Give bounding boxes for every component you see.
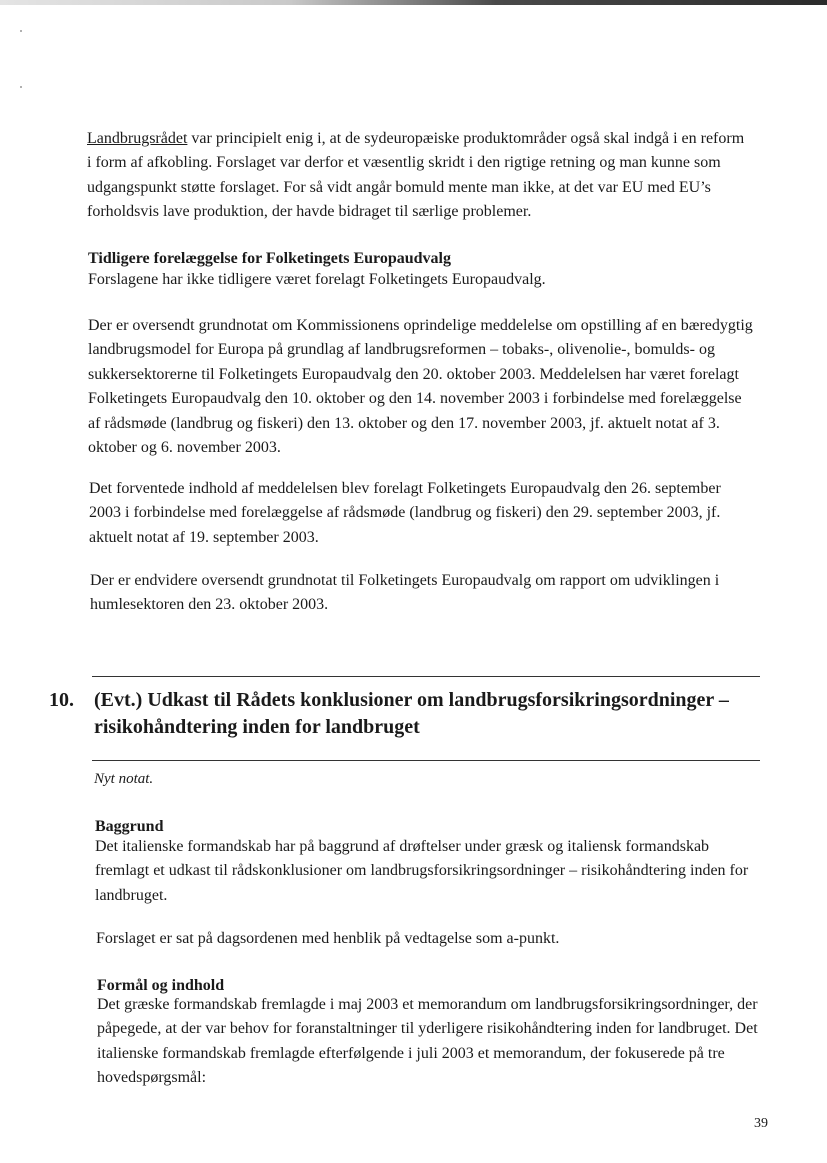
paragraph-forslag: Forslaget er sat på dagsordenen med henblik på vedtagelse som a-punkt. xyxy=(96,930,560,947)
scan-speck xyxy=(20,30,22,32)
section-rule-top xyxy=(92,676,760,677)
scan-edge xyxy=(0,0,827,5)
paragraph-prior-submission: Forslagene har ikke tidligere været forelagt Folketingets Europaudvalg. xyxy=(88,271,546,288)
paragraph-text: var principielt enig i, at de sydeuropæiske produktområder også skal indgå i en reform i form af afkobling. Forslaget var derfor et væsentlig skridt i den rigtige retning og man kunne som udgangspunkt støtte forslaget. For så vidt angår bomuld mente man ikke, at det var EU med EU’s forholdsvis lave produktion, der havde bidraget til særlige problemer. xyxy=(87,130,745,221)
section-rule-bottom xyxy=(92,760,760,761)
note-label: Nyt notat. xyxy=(94,771,154,787)
page-number: 39 xyxy=(754,1116,768,1131)
paragraph-baggrund: Det italienske formandskab har på baggrund af drøftelser under græsk og italiensk formandskab fremlagt et udkast til rådskonklusioner om landbrugsforsikringsordninger – risikohåndtering inden for landbruget. xyxy=(95,838,749,904)
scan-speck xyxy=(20,86,22,88)
heading-prior-submission: Tidligere forelæggelse for Folketingets Europaudvalg xyxy=(88,250,451,267)
section-title: (Evt.) Udkast til Rådets konklusioner om landbrugsforsikringsordninger – risikohåndtering inden for landbruget xyxy=(94,689,729,738)
paragraph-formaal: Det græske formandskab fremlagde i maj 2003 et memorandum om landbrugsforsikringsordninger, der påpegede, at der var behov for foranstaltninger til yderligere risikohåndtering inden for landbruget. Det italienske formandskab fremlagde efterfølgende i juli 2003 et memorandum, der fokuserede på tre hovedspørgsmål: xyxy=(97,996,758,1087)
paragraph-humlesektoren: Der er endvidere oversendt grundnotat til Folketingets Europaudvalg om rapport om udviklingen i humlesektoren den 23. oktober 2003. xyxy=(90,572,720,614)
paragraph-expected-content: Det forventede indhold af meddelelsen blev forelagt Folketingets Europaudvalg den 26. september 2003 i forbindelse med forelæggelse af rådsmøde (landbrug og fiskeri) den 29. september 2003, jf. aktuelt notat af 19. september 2003. xyxy=(89,480,721,546)
heading-baggrund: Baggrund xyxy=(95,818,164,835)
paragraph-landbrugsraadet xyxy=(87,127,752,225)
organization-name: Landbrugsrådet xyxy=(87,130,188,147)
section-number: 10. xyxy=(49,689,74,711)
heading-formaal: Formål og indhold xyxy=(97,977,225,994)
paragraph-grundnotat: Der er oversendt grundnotat om Kommissionens oprindelige meddelelse om opstilling af en bæredygtig landbrugsmodel for Europa på grundlag af landbrugsreformen – tobaks-, olivenolie-, bomulds- og sukkersektorerne til Folketingets Europaudvalg den 20. oktober 2003. Meddelelsen har været forelagt Folketingets Europaudvalg den 10. oktober og den 14. november 2003 i forbindelse med forelæggelse af rådsmøde (landbrug og fiskeri) den 13. oktober og den 17. november 2003, jf. aktuelt notat af 3. oktober og 6. november 2003. xyxy=(88,317,753,457)
